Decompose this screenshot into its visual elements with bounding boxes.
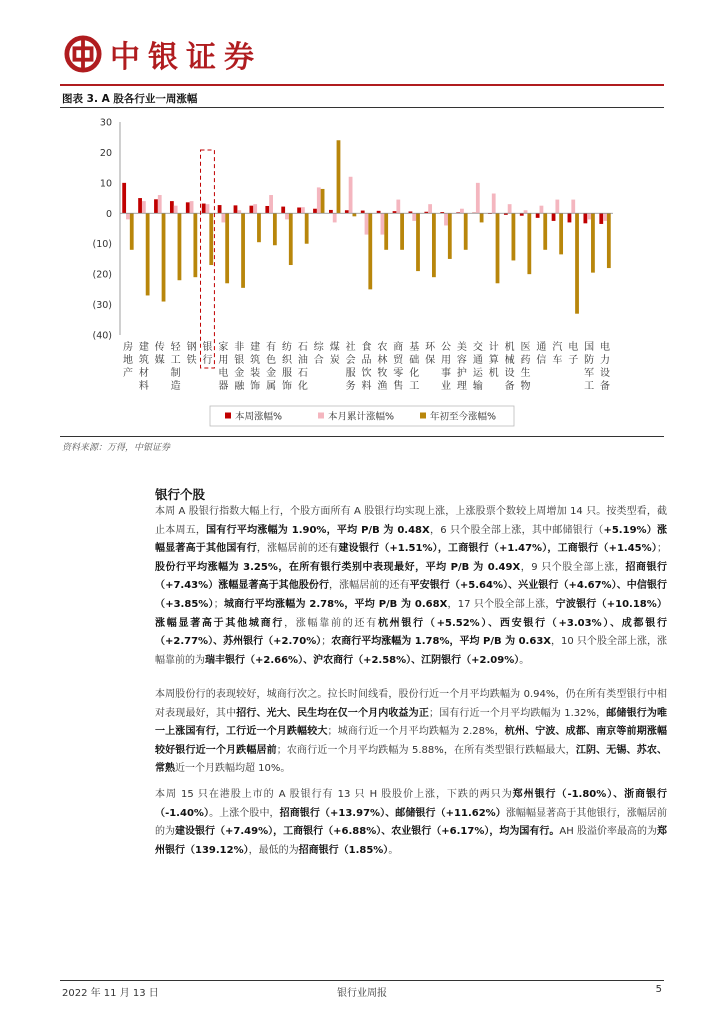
bar-3 — [241, 213, 245, 288]
y-tick-label: (40) — [92, 330, 112, 342]
bar-2 — [460, 209, 464, 214]
bar-2 — [381, 213, 385, 234]
category-label-char: 制 — [170, 368, 181, 379]
footer-date: 2022 年 11 月 13 日 — [62, 988, 159, 999]
figure-source: 资料来源：万得，中银证券 — [62, 443, 171, 453]
category-label-char: 银 — [202, 342, 213, 353]
bar-3 — [607, 213, 611, 268]
p1-run: ，17 只个股全部上涨， — [447, 598, 556, 610]
bar-2 — [508, 204, 512, 213]
category-label-char: 力 — [600, 355, 611, 366]
category-label-char: 械 — [504, 355, 515, 366]
category-label-char: 地 — [122, 355, 133, 366]
category-label-char: 物 — [520, 381, 531, 392]
bar-1 — [122, 183, 126, 213]
bar-3 — [575, 213, 579, 313]
bar-2 — [237, 210, 241, 213]
p3-run: 招商银行（+13.97%）、邮储银行（+11.62%） — [279, 807, 506, 819]
bar-3 — [512, 213, 516, 260]
category-label-char: 算 — [488, 355, 499, 366]
p1-run: 农商行平均涨幅为 1.78%，平均 P/B 为 0.63X — [331, 636, 551, 648]
bar-2 — [444, 213, 448, 225]
category-label-char: 护 — [456, 368, 467, 379]
bar-2 — [524, 210, 528, 213]
p1-run: ，涨幅居前的还有 — [256, 543, 339, 555]
section-title: 银行个股 — [155, 487, 206, 502]
category-label-char: 传 — [154, 342, 165, 353]
bar-2 — [174, 206, 178, 214]
bar-3 — [448, 213, 452, 259]
category-label-char: 防 — [584, 355, 595, 366]
p1-run: ，6 只个股全部上涨，其中邮储银行（ — [429, 524, 604, 536]
category-label-char: 子 — [568, 355, 579, 366]
y-tick-label: (20) — [92, 269, 112, 281]
p1-run: 股份行平均涨幅为 3.25%，在所有银行类别中表现最好，平均 P/B 为 0.49X — [155, 561, 521, 573]
p2-run: ；国有行近一个月平均跌幅为 1.32%， — [428, 707, 607, 719]
category-label-char: 用 — [218, 355, 229, 366]
category-label-char: 机 — [488, 368, 499, 379]
category-label-char: 社 — [345, 342, 356, 353]
bar-3 — [321, 189, 325, 213]
bar-2 — [349, 177, 353, 214]
p2-run: 杭州、宁波、成都、南京等前期涨幅较好银行近一个月跌幅居前 — [155, 726, 667, 756]
category-label-char: 信 — [536, 355, 547, 366]
category-label-char: 药 — [520, 355, 531, 366]
bar-1 — [138, 198, 142, 213]
category-label-char: 理 — [456, 381, 467, 392]
brand-name: 中银证券 — [110, 40, 262, 75]
y-tick-label: 0 — [105, 208, 112, 220]
category-label-char: 筑 — [250, 355, 261, 366]
p1-run: ，10 只个股全部上涨，涨幅靠前的为 — [155, 636, 667, 666]
bar-2 — [333, 213, 337, 222]
p3-run: 建设银行（+7.49%），工商银行（+6.88%）、农业银行（+6.17%），均为国有行。 — [175, 826, 560, 838]
legend-swatch — [225, 413, 231, 419]
bar-3 — [273, 213, 277, 245]
category-label-char: 化 — [297, 381, 308, 392]
category-label-char: 炭 — [329, 355, 340, 366]
category-label-char: 材 — [138, 368, 149, 379]
category-label-char: 钢 — [186, 342, 197, 353]
category-label-char: 环 — [425, 342, 436, 353]
category-label-char: 工 — [409, 381, 420, 392]
bar-2 — [412, 213, 416, 221]
bar-1 — [552, 213, 556, 221]
category-label-char: 售 — [393, 381, 404, 392]
bar-3 — [368, 213, 372, 289]
p3-run: 招商银行（1.85%） — [298, 844, 389, 856]
category-label-char: 家 — [218, 342, 229, 353]
bar-2 — [221, 213, 225, 222]
p1-run: 瑞丰银行（+2.66%）、沪农商行（+2.58%）、江阴银行（+2.09%） — [205, 654, 520, 666]
y-tick-label: 20 — [99, 147, 112, 159]
paragraph-3 — [155, 786, 667, 860]
category-label-char: 设 — [504, 368, 515, 379]
p3-run: 本周 15 只在港股上市的 A 股银行有 13 只 H 股股价上涨，下跌的两只为 — [155, 789, 513, 800]
p1-run: ，9 只个股全部上涨， — [520, 561, 626, 573]
bar-3 — [496, 213, 500, 283]
bar-1 — [154, 199, 158, 213]
bar-1 — [361, 211, 365, 214]
category-label-char: 汽 — [552, 342, 563, 353]
category-label-char: 事 — [441, 368, 452, 379]
bar-2 — [476, 183, 480, 213]
category-label-char: 器 — [218, 381, 229, 392]
category-label-char: 工 — [170, 355, 181, 366]
category-label-char: 农 — [377, 342, 388, 353]
category-label-char: 建 — [250, 342, 261, 353]
category-label-char: 石 — [297, 342, 308, 353]
p1-run: 宁波银行（+10.18%）涨幅显著高于其他城商行 — [155, 598, 667, 629]
bar-3 — [193, 213, 197, 277]
category-label-char: 车 — [552, 355, 563, 366]
category-label-char: 服 — [281, 368, 292, 379]
category-label-char: 医 — [520, 342, 531, 353]
category-label-char: 行 — [202, 355, 213, 366]
p3-run: AH 股溢价率最高的为 — [559, 826, 657, 838]
category-label-char: 公 — [441, 342, 452, 353]
bar-3 — [527, 213, 531, 274]
bar-2 — [587, 213, 591, 219]
bar-2 — [540, 206, 544, 214]
category-label-char: 会 — [345, 355, 356, 366]
category-label-char: 石 — [297, 368, 308, 379]
category-label-char: 牧 — [377, 368, 388, 379]
figure-rule — [60, 107, 664, 108]
bar-3 — [337, 140, 341, 213]
bar-3 — [352, 213, 356, 216]
bar-2 — [365, 213, 369, 234]
p2-run: ；城商行近一个月平均跌幅为 2.28%， — [327, 726, 505, 738]
p1-run: 国有行平均涨幅为 1.90%，平均 P/B 为 0.48X — [206, 524, 430, 536]
bar-2 — [492, 194, 496, 214]
bar-2 — [571, 200, 575, 214]
category-label-char: 铁 — [186, 355, 197, 366]
bar-1 — [186, 202, 190, 213]
category-label-char: 设 — [600, 368, 611, 379]
category-label-char: 通 — [536, 342, 547, 353]
bar-3 — [384, 213, 388, 250]
bar-3 — [130, 213, 134, 250]
bar-1 — [345, 210, 349, 213]
y-tick-label: (30) — [92, 300, 112, 312]
category-label-char: 电 — [568, 342, 579, 353]
category-label-char: 融 — [234, 381, 245, 392]
category-label-char: 媒 — [154, 355, 165, 366]
category-label-char: 备 — [504, 381, 515, 392]
bar-2 — [603, 213, 607, 221]
bar-2 — [253, 204, 257, 213]
bar-1 — [568, 213, 572, 222]
category-label-char: 电 — [218, 368, 229, 379]
category-label-char: 银 — [234, 355, 245, 366]
p2-run: 招行、光大、民生均在仅一个月内收益为正 — [236, 707, 429, 719]
p3-run: 。上涨个股中， — [209, 807, 280, 819]
p2-run: 江阴、无锡、苏农、常熟 — [155, 744, 668, 775]
p1-run: 城商行平均涨幅为 2.78%，平均 P/B 为 0.68X — [223, 598, 448, 610]
p2-run: ；农商行近一个月平均跌幅为 5.88%，在所有类型银行跌幅最大， — [276, 744, 576, 756]
p1-run: ，涨幅居前的还有 — [329, 580, 410, 592]
bar-1 — [583, 213, 587, 223]
bar-3 — [162, 213, 166, 301]
category-label-char: 用 — [441, 355, 452, 366]
category-label-char: 计 — [488, 342, 499, 353]
category-label-char: 合 — [313, 355, 324, 366]
bar-1 — [599, 213, 603, 224]
bar-1 — [265, 206, 269, 213]
bar-3 — [257, 213, 261, 242]
category-label-char: 属 — [266, 381, 277, 392]
category-label-char: 贸 — [393, 355, 404, 366]
bar-3 — [416, 213, 420, 271]
y-tick-label: 30 — [99, 117, 112, 129]
legend-swatch — [318, 413, 324, 419]
p2-run: 邮储银行为唯一上涨国有行，工行近一个月跌幅较大 — [155, 707, 668, 738]
bar-3 — [591, 213, 595, 272]
category-label-char: 饮 — [361, 368, 372, 379]
bar-2 — [555, 200, 559, 214]
p2-run: 近一个月跌幅均超 10%。 — [175, 763, 291, 775]
category-label-char: 有 — [266, 342, 277, 353]
category-label-char: 料 — [361, 381, 372, 392]
bar-2 — [269, 195, 273, 213]
bar-1 — [218, 205, 222, 213]
category-label-char: 金 — [266, 368, 277, 379]
category-label-char: 通 — [472, 355, 483, 366]
footer-page-number: 5 — [655, 984, 662, 995]
category-label-char: 渔 — [377, 381, 388, 392]
category-label-char: 保 — [425, 355, 436, 366]
category-label-char: 工 — [584, 381, 595, 392]
category-label-char: 备 — [600, 381, 611, 392]
bar-3 — [464, 213, 468, 250]
category-label-char: 交 — [472, 342, 483, 353]
bar-3 — [178, 213, 182, 280]
category-label-char: 料 — [138, 381, 149, 392]
category-label-char: 机 — [504, 342, 515, 353]
category-label-char: 容 — [456, 355, 467, 366]
p3-run: 涨幅幅显著高于其他银行，涨幅居前的为 — [155, 807, 668, 838]
category-label-char: 输 — [472, 381, 483, 392]
bar-1 — [170, 201, 174, 213]
p1-run: 建设银行（+1.51%），工商银行（+1.47%），工商银行（+1.45%） — [338, 543, 658, 555]
p1-run: +5.19%）涨幅显著高于其他国有行 — [155, 524, 668, 555]
p1-run: ，涨幅靠前的还有 — [284, 617, 378, 629]
category-label-char: 筑 — [138, 355, 149, 366]
p3-run: 郑州银行（139.12%） — [155, 826, 667, 856]
category-label-char: 林 — [377, 355, 388, 366]
category-label-char: 商 — [393, 342, 404, 353]
footer-rule — [60, 980, 664, 981]
category-label-char: 轻 — [170, 342, 181, 353]
bar-2 — [285, 213, 289, 219]
p2-run: 本周股份行的表现较好，城商行次之。拉长时间线看，股份行近一个月平均跌幅为 0.94%，仍在所有类型银行中相对表现最好，其中 — [155, 689, 667, 719]
legend-label: 本月累计涨幅% — [328, 411, 395, 423]
category-label-char: 产 — [122, 368, 133, 379]
bar-2 — [428, 204, 432, 213]
y-tick-label: 10 — [99, 178, 112, 190]
header-rule — [60, 84, 664, 86]
category-label-char: 综 — [313, 342, 324, 353]
bar-1 — [313, 209, 317, 214]
bar-1 — [536, 213, 540, 218]
category-label-char: 织 — [281, 355, 292, 366]
bar-2 — [126, 213, 130, 219]
category-label-char: 务 — [345, 381, 356, 392]
category-label-char: 建 — [138, 342, 149, 353]
bar-3 — [432, 213, 436, 277]
p1-run: 本周 A 股银行指数大幅上行，个股方面所有 A 股银行均实现上涨，上涨股票个数较上周增加 14 只。按类型看，截止本周五， — [155, 506, 667, 536]
bar-3 — [400, 213, 404, 250]
category-label-char: 油 — [297, 355, 308, 366]
category-label-char: 美 — [456, 342, 467, 353]
bar-3 — [543, 213, 547, 250]
bar-2 — [317, 187, 321, 213]
p1-run: 杭州银行（+5.52%）、西安银行（+3.03%）、成都银行（+2.77%）、苏州银行（+2.70%） — [155, 617, 668, 648]
paragraph-1 — [155, 503, 667, 670]
paragraph-2 — [155, 686, 667, 779]
bar-3 — [209, 213, 213, 265]
y-tick-label: (10) — [92, 239, 112, 251]
category-label-char: 军 — [584, 368, 595, 379]
bar-1 — [250, 206, 254, 214]
category-label-char: 零 — [393, 368, 404, 379]
figure-title: 图表 3. A 股各行业一周涨幅 — [62, 93, 198, 105]
category-label-char: 非 — [234, 342, 245, 353]
p3-run: ，最低的为 — [248, 844, 299, 856]
bar-2 — [190, 201, 194, 213]
bar-3 — [559, 213, 563, 254]
category-label-char: 础 — [409, 355, 420, 366]
p1-run: 平安银行（+5.64%）、兴业银行（+4.67%）、中信银行（+3.85%） — [155, 580, 667, 610]
bar-1 — [297, 208, 301, 214]
category-label-char: 食 — [361, 342, 372, 353]
source-rule — [60, 436, 664, 437]
p1-run: 。 — [519, 654, 530, 666]
p1-run: 招商银行（+7.43%）涨幅显著高于其他股份行 — [155, 561, 668, 592]
legend-label: 本周涨幅% — [235, 411, 283, 423]
bar-3 — [480, 213, 484, 222]
bar-1 — [202, 204, 206, 214]
bar-3 — [146, 213, 150, 295]
p3-run: 郑州银行（-1.80%）、浙商银行（-1.40%） — [155, 789, 668, 819]
p3-run: 。 — [388, 844, 399, 856]
category-label-char: 生 — [520, 368, 531, 379]
bar-2 — [142, 201, 146, 213]
bank-of-china-logo-icon — [64, 35, 102, 73]
category-label-char: 服 — [345, 368, 356, 379]
bar-1 — [329, 210, 333, 213]
bar-2 — [206, 204, 210, 213]
category-label-char: 煤 — [329, 342, 340, 353]
category-label-char: 金 — [234, 368, 245, 379]
category-label-char: 装 — [250, 368, 261, 379]
category-label-char: 基 — [409, 342, 420, 353]
category-label-char: 色 — [266, 355, 277, 366]
p1-run: ； — [321, 636, 332, 648]
category-label-char: 饰 — [250, 381, 261, 392]
category-label-char: 房 — [122, 342, 133, 353]
bar-1 — [281, 207, 285, 214]
category-label-char: 运 — [472, 368, 483, 379]
bar-3 — [289, 213, 293, 265]
bar-3 — [225, 213, 229, 283]
p1-run: ； — [213, 598, 224, 610]
category-label-char: 造 — [170, 381, 181, 392]
brand-header — [64, 32, 262, 76]
legend-swatch — [420, 413, 426, 419]
bar-2 — [396, 200, 400, 214]
bar-2 — [301, 207, 305, 213]
bar-3 — [305, 213, 309, 243]
category-label-char: 饰 — [281, 381, 292, 392]
industry-weekly-change-chart — [60, 110, 664, 435]
legend-label: 年初至今涨幅% — [430, 411, 497, 423]
category-label-char: 电 — [600, 342, 611, 353]
category-label-char: 化 — [409, 368, 420, 379]
category-label-char: 品 — [361, 355, 372, 366]
bar-2 — [158, 195, 162, 213]
p1-run: ； — [657, 543, 668, 555]
category-label-char: 国 — [584, 342, 595, 353]
category-label-char: 业 — [441, 381, 452, 392]
bar-1 — [234, 205, 238, 213]
category-label-char: 纺 — [281, 342, 292, 353]
